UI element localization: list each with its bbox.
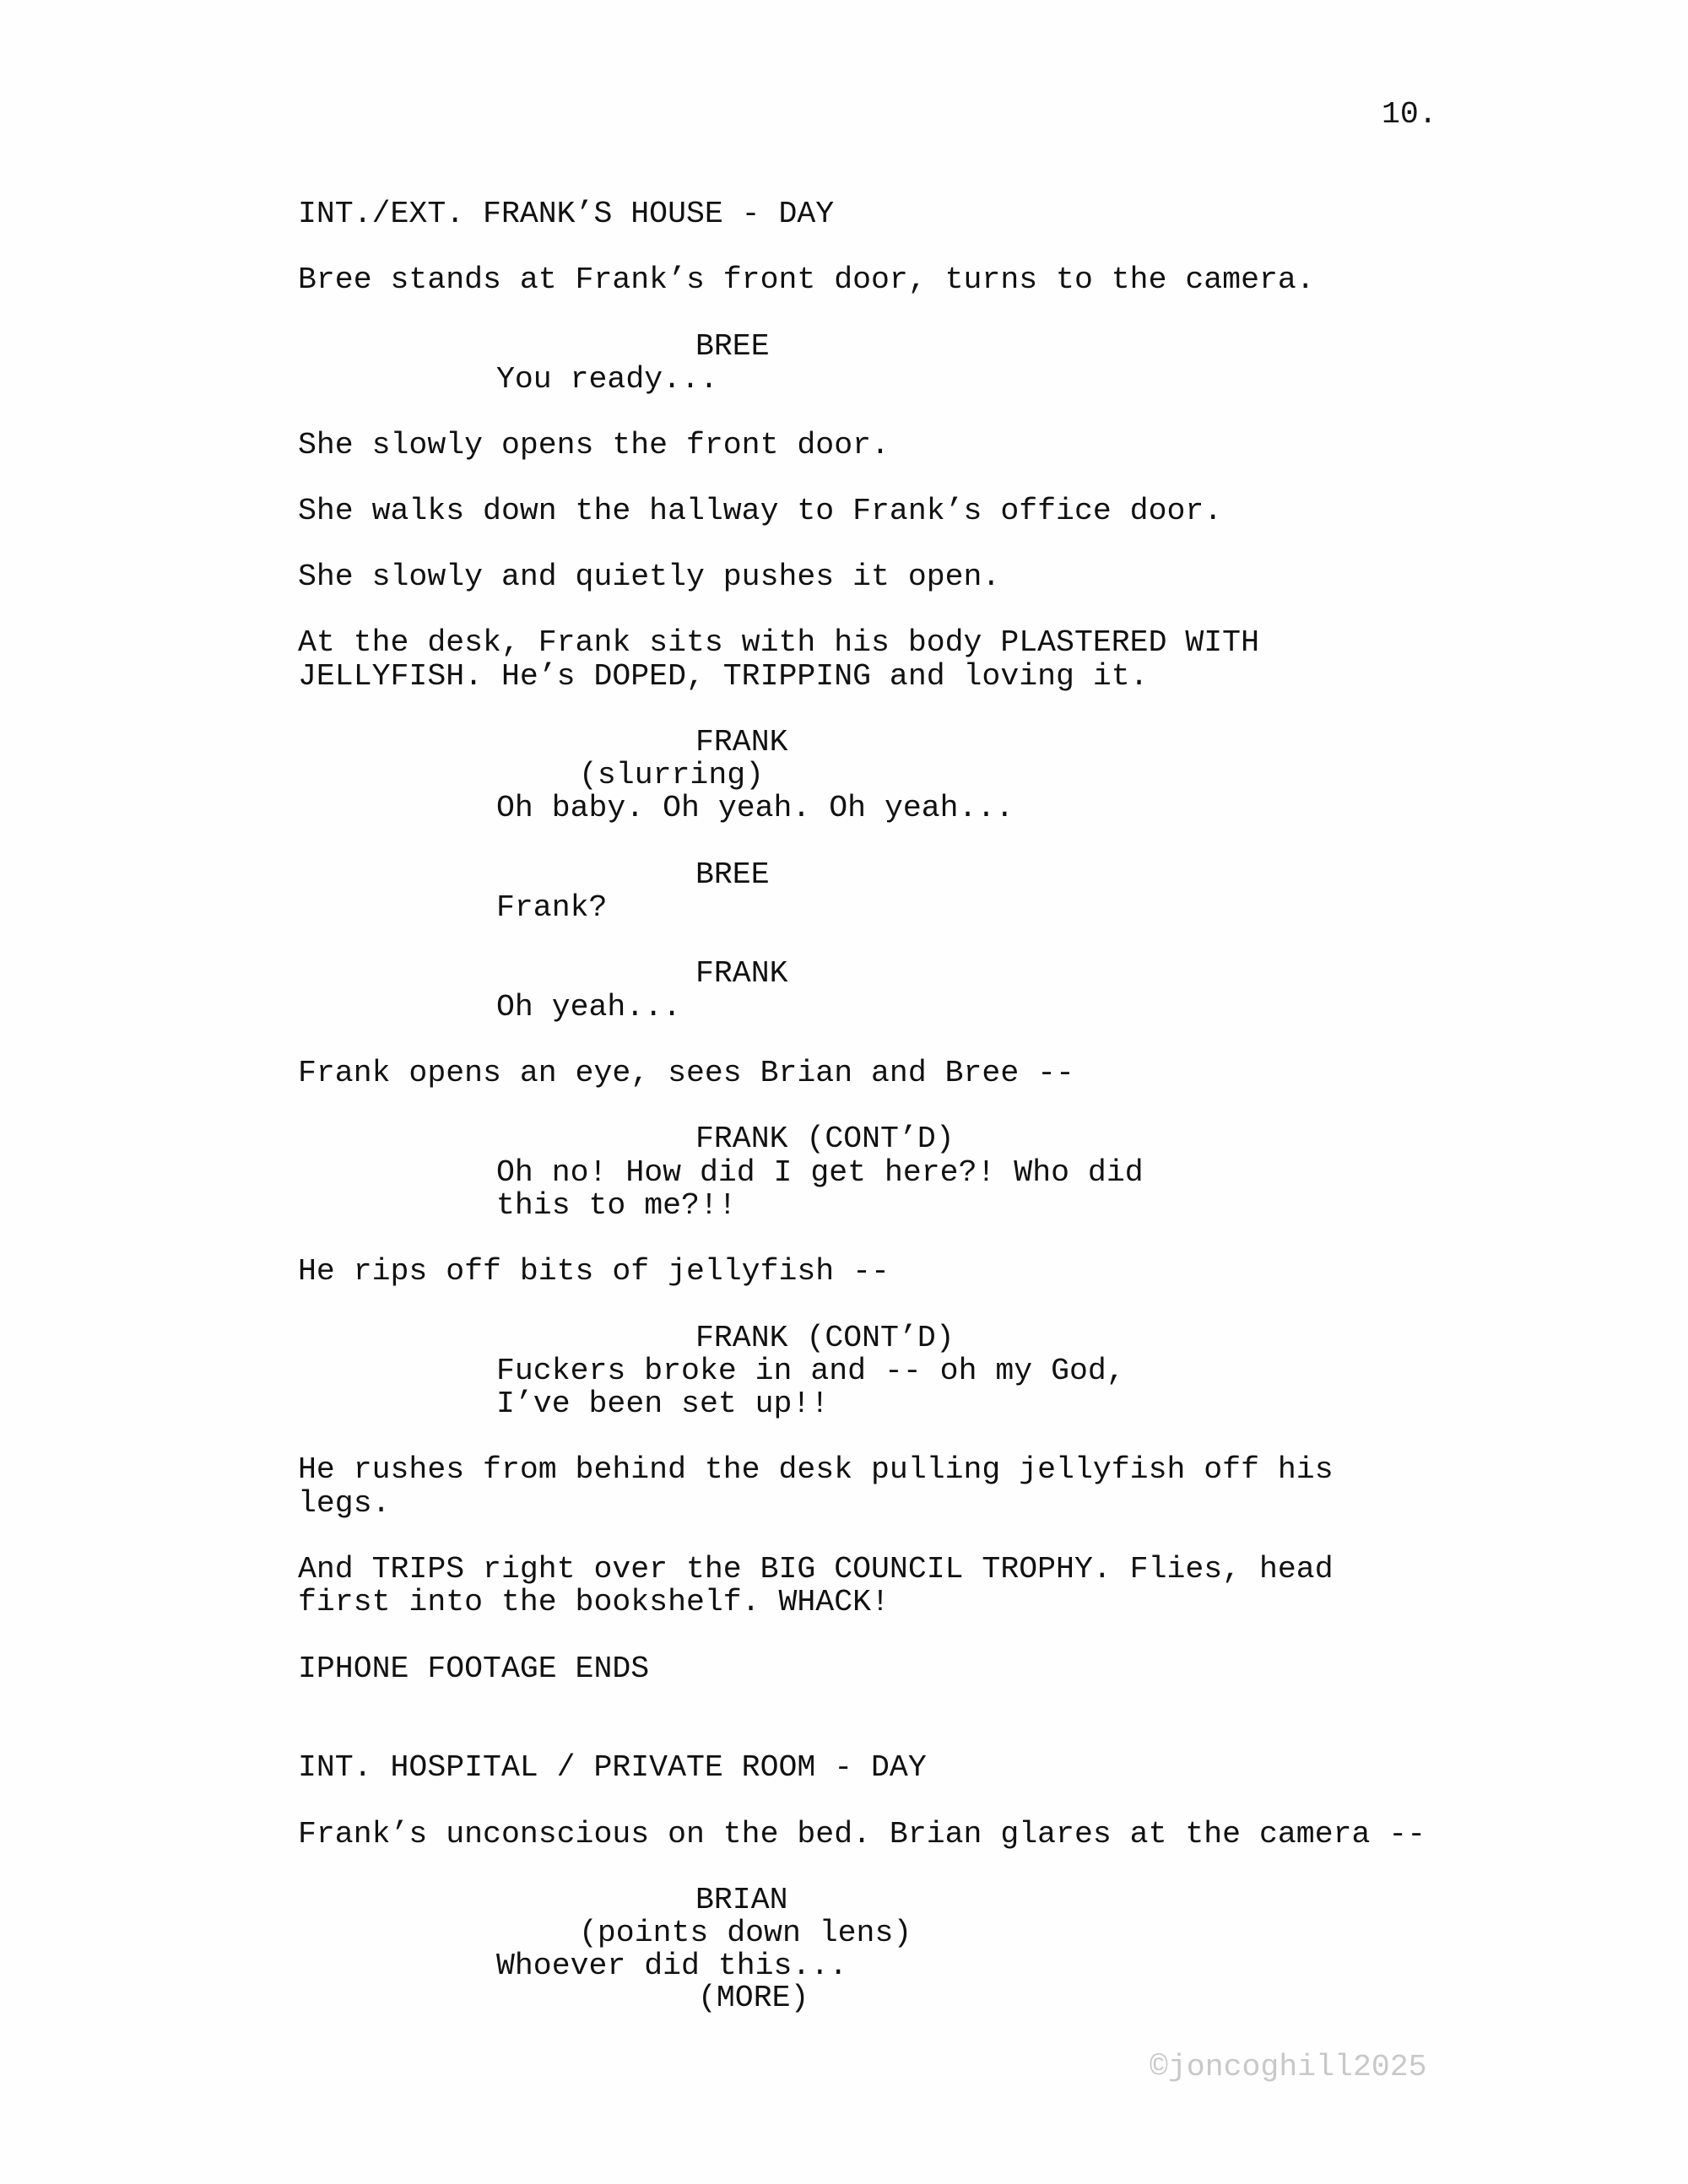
action-line: At the desk, Frank sits with his body PLASTERED WITH [298, 625, 1259, 660]
action-line: He rips off bits of jellyfish -- [298, 1254, 890, 1289]
action-line: Bree stands at Frank’s front door, turns to the camera. [298, 262, 1315, 297]
dialogue-line: I’ve been set up!! [496, 1387, 830, 1421]
character-cue: BRIAN [695, 1883, 788, 1917]
more-marker: (MORE) [698, 1981, 809, 2015]
action-line: She walks down the hallway to Frank’s office door. [298, 494, 1223, 528]
character-cue: FRANK [695, 956, 788, 991]
character-cue: BREE [695, 329, 770, 364]
copyright-watermark: ©joncoghill2025 [1150, 2050, 1427, 2084]
dialogue-line: Whoever did this... [496, 1949, 848, 1983]
dialogue-line: Oh no! How did I get here?! Who did [496, 1155, 1144, 1190]
dialogue-line: You ready... [496, 362, 718, 397]
action-line: Frank’s unconscious on the bed. Brian glares at the camera -- [298, 1817, 1426, 1852]
scene-heading: INT. HOSPITAL / PRIVATE ROOM - DAY [298, 1750, 927, 1785]
action-line: And TRIPS right over the BIG COUNCIL TROPHY. Flies, head [298, 1552, 1334, 1587]
action-line: Frank opens an eye, sees Brian and Bree -- [298, 1056, 1074, 1090]
action-line: She slowly and quietly pushes it open. [298, 560, 1001, 594]
character-cue: FRANK (CONT’D) [695, 1122, 955, 1156]
dialogue-line: this to me?!! [496, 1188, 737, 1223]
dialogue-line: Fuckers broke in and -- oh my God, [496, 1354, 1125, 1388]
dialogue-line: Oh baby. Oh yeah. Oh yeah... [496, 791, 1014, 825]
action-line: JELLYFISH. He’s DOPED, TRIPPING and loving it. [298, 659, 1149, 694]
parenthetical: (slurring) [579, 758, 765, 792]
character-cue: FRANK [695, 725, 788, 760]
parenthetical: (points down lens) [579, 1916, 912, 1950]
page-number: 10. [1382, 97, 1437, 132]
action-line: first into the bookshelf. WHACK! [298, 1585, 890, 1619]
dialogue-line: Oh yeah... [496, 990, 682, 1024]
dialogue-line: Frank? [496, 890, 608, 925]
character-cue: FRANK (CONT’D) [695, 1321, 955, 1355]
scene-heading: INT./EXT. FRANK’S HOUSE - DAY [298, 197, 835, 231]
action-line: IPHONE FOOTAGE ENDS [298, 1652, 650, 1686]
character-cue: BREE [695, 857, 770, 892]
action-line: He rushes from behind the desk pulling jellyfish off his [298, 1452, 1334, 1487]
action-line: She slowly opens the front door. [298, 428, 890, 462]
action-line: legs. [298, 1486, 391, 1521]
